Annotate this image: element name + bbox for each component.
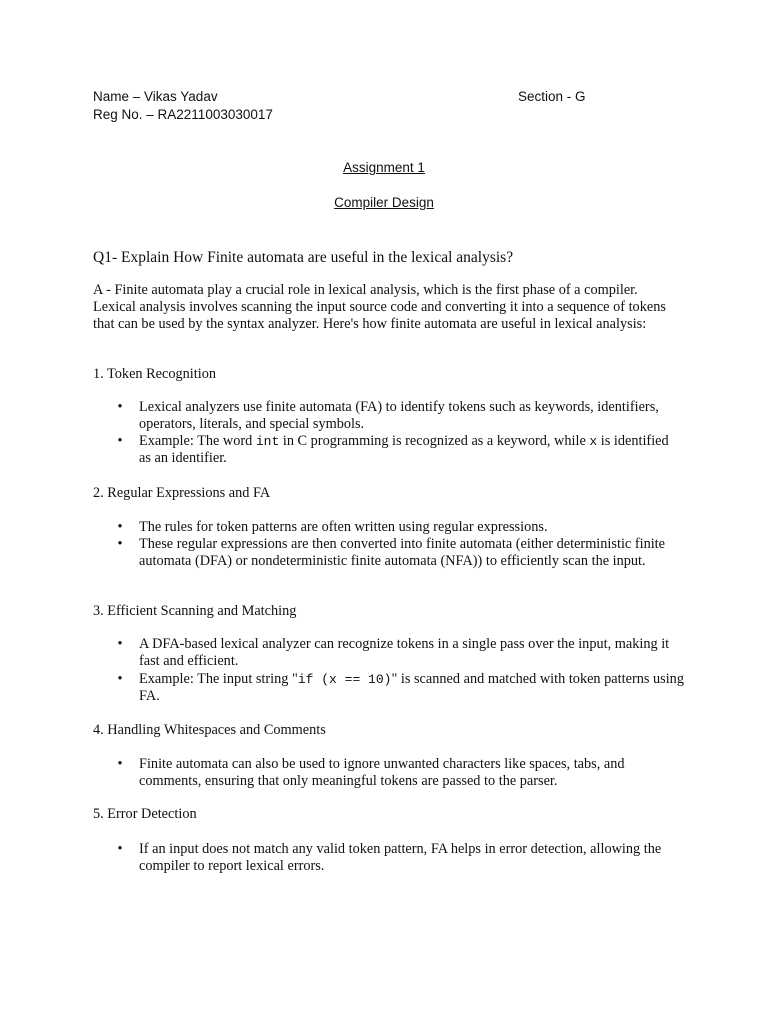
bullet-icon: • (117, 671, 123, 687)
list-item: • Example: The input string "if (x == 10)" is scanned and matched with token patterns using FA. (139, 671, 684, 705)
bullet-icon: • (117, 756, 123, 772)
subject-title: Compiler Design (334, 195, 434, 210)
list-item: • These regular expressions are then converted into finite automata (either deterministic finite automata (DFA) or nondeterministic finite automata (NFA)) to efficiently scan the input. (139, 536, 684, 570)
code-snippet: int (255, 434, 280, 449)
list-item: • Lexical analyzers use finite automata (FA) to identify tokens such as keywords, identifiers, operators, literals, and special symbols. (139, 399, 684, 433)
section-heading-efficient-scanning: 3. Efficient Scanning and Matching (93, 603, 297, 619)
bullet-icon: • (117, 519, 123, 535)
section-label: Section - G (518, 89, 586, 104)
code-snippet: x (589, 434, 598, 449)
answer-intro: A - Finite automata play a crucial role in lexical analysis, which is the first phase of a compiler. Lexical analysis involves scanning the input source code and converting it into a sequence of tokens that can be used by the syntax analyzer. Here's how finite automata are useful in lexical analysis: (93, 282, 666, 332)
assignment-title: Assignment 1 (343, 160, 425, 175)
list-item: • A DFA-based lexical analyzer can recognize tokens in a single pass over the input, making it fast and efficient. (139, 636, 684, 670)
section-heading-whitespaces: 4. Handling Whitespaces and Comments (93, 722, 326, 738)
bullet-icon: • (117, 636, 123, 652)
list-item: • Example: The word int in C programming is recognized as a keyword, while x is identified as an identifier. (139, 433, 684, 467)
section-heading-regular-expressions: 2. Regular Expressions and FA (93, 485, 271, 501)
section-heading-token-recognition: 1. Token Recognition (93, 366, 217, 382)
question-text: Q1- Explain How Finite automata are useful in the lexical analysis? (93, 249, 514, 266)
bullet-icon: • (117, 536, 123, 552)
section-heading-error-detection: 5. Error Detection (93, 806, 197, 822)
student-name: Name – Vikas Yadav (93, 89, 218, 104)
list-item: • Finite automata can also be used to ignore unwanted characters like spaces, tabs, and comments, ensuring that only meaningful tokens are passed to the parser. (139, 756, 684, 790)
bullet-icon: • (117, 433, 123, 449)
list-item: • The rules for token patterns are often written using regular expressions. (139, 519, 684, 536)
code-snippet: if (x == 10) (297, 672, 392, 687)
list-item: • If an input does not match any valid token pattern, FA helps in error detection, allowing the compiler to report lexical errors. (139, 841, 684, 875)
bullet-icon: • (117, 841, 123, 857)
bullet-icon: • (117, 399, 123, 415)
registration-number: Reg No. – RA2211003030017 (93, 107, 273, 122)
